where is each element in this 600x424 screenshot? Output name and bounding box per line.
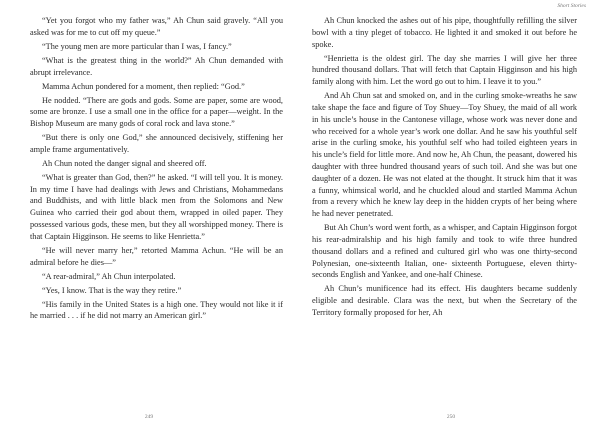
page-number-right: 250: [446, 414, 456, 420]
paragraph: “The young men are more particular than I was, I fancy.”: [42, 41, 232, 51]
paragraph: And Ah Chun sat and smoked on, and in the curling smoke-wreaths he saw take shape the face and figure of Toy Shuey—Toy Shuey, the maid of all work in his uncle’s house in the Cantonese village, whose work was never done and who received for a whole year’s work one dollar. And he saw his youthful self arise in the curling smoke, his youthful self who had toiled eighteen years in his uncle’s field for little more. And now he, Ah Chun, the peasant, dowered his daughter with three hundred thousand years of such toil. And she was but one daughter of a dozen. He was not elated at the thought. It struck him that it was a funny, whimsical world, and he chuckled aloud and startled Mamma Achun from a revery which he knew lay deep in the hidden crypts of her being where he had never penetrated.: [312, 91, 577, 219]
paragraph: “Yes, I know. That is the way they retire.”: [42, 285, 182, 295]
paragraph: “Yet you forgot who my father was,” Ah Chun said gravely. “All you asked was for me to cut off my queue.”: [30, 16, 283, 37]
paragraph: “What is the greatest thing in the world?” Ah Chun demanded with abrupt irrelevance.: [30, 55, 283, 77]
right-page-text: [312, 15, 577, 321]
paragraph: “His family in the United States is a high one. They would not like it if he married . . . if he did not marry an American girl.”: [30, 299, 283, 321]
paragraph: “But there is only one God,” she announced decisively, stiffening her ample frame argumentatively.: [30, 133, 283, 154]
paragraph: Ah Chun’s munificence had its effect. His daughters became suddenly eligible and desirable. Clara was the next, but when the Secretary of the Territory formally proposed for her, Ah: [312, 284, 577, 317]
right-page: [302, 0, 600, 424]
paragraph: He nodded. “There are gods and gods. Some are paper, some are wood, some are bronze. I use a small one in the office for a paper—weight. In the Bishop Museum are many gods of coral rock and lava stone.”: [30, 95, 283, 129]
paragraph: “A rear-admiral,” Ah Chun interpolated.: [42, 271, 176, 281]
paragraph: But Ah Chun’s word went forth, as a whisper, and Captain Higginson forgot his rear-admiralship and his high family and took to wife three hundred thousand dollars and a refined and cultured girl who was one thirty-second Polynesian, one-sixteenth Italian, one- sixteenth Portuguese, eleven thirty-seconds English and Yankee, and one-half Chinese.: [312, 223, 577, 280]
paragraph: “He will never marry her,” retorted Mamma Achun. “He will be an admiral before he dies—”: [30, 245, 283, 267]
paragraph: Ah Chun knocked the ashes out of his pipe, thoughtfully refilling the silver bowl with a tiny pleget of tobacco. He lighted it and smoked it out before he spoke.: [312, 16, 577, 49]
paragraph: “What is greater than God, then?” he asked. “I will tell you. It is money. In my time I have had dealings with Jews and Christians, Mohammedans and Buddhists, and with little black men from the Solomons and New Guinea who carried their god about them, wrapped in oiled paper. They possessed various gods, these men, but they all worshipped money. There is that Captain Higginson. He seems to like Henrietta.”: [30, 172, 283, 241]
left-page: [0, 0, 298, 424]
paragraph: “Henrietta is the oldest girl. The day she marries I will give her three hundred thousand dollars. That will fetch that Captain Higginson and his high family along with him. Let the word go out to him. I leave it to you.”: [312, 53, 577, 87]
running-head: Short Stories: [557, 3, 586, 9]
left-page-text: [30, 15, 283, 324]
paragraph: Mamma Achun pondered for a moment, then replied: “God.”: [42, 81, 245, 91]
page-number-left: 249: [144, 414, 154, 420]
paragraph: Ah Chun noted the danger signal and sheered off.: [42, 158, 207, 168]
